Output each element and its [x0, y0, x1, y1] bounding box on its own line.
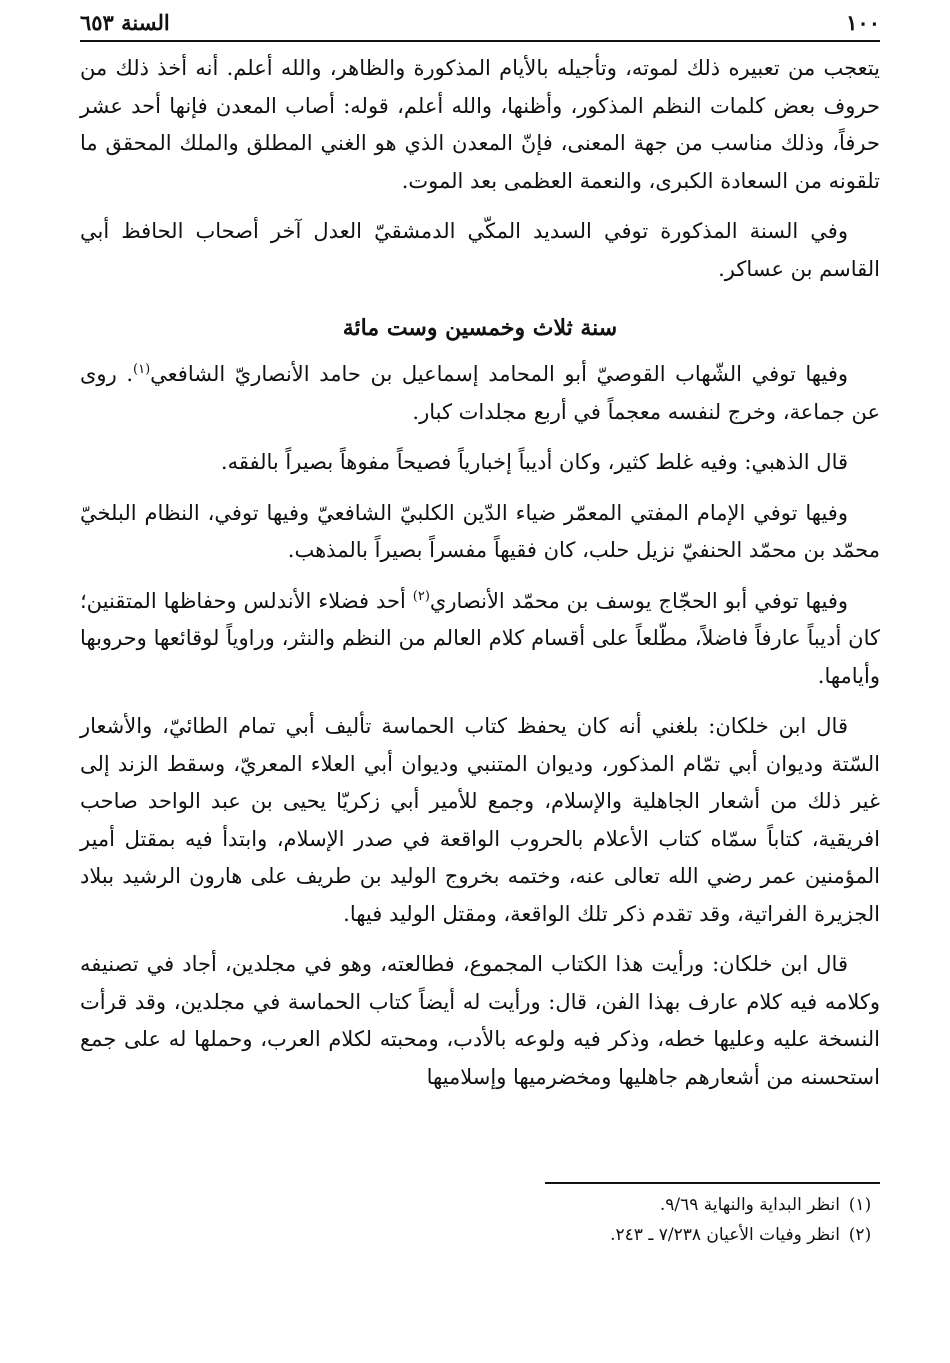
paragraph: قال ابن خلكان: بلغني أنه كان يحفظ كتاب الحماسة تأليف أبي تمام الطائيّ، والأشعار السّتة وديوان أبي تمّام المذكور، وديوان المتنبي وديوان أبي العلاء المعريّ، وسقط الزند إلى غير ذلك من أشعار الجاهلية والإسلام، وجمع للأمير أبي زكريّا يحيى بن عبد الواحد صاحب افريقية، كتاباً سمّاه كتاب الأعلام بالحروب الواقعة في صدر الإسلام، وابتدأ فيه بمقتل أمير المؤمنين عمر رضي الله تعالى عنه، وختمه بخروج الوليد بن طريف على هارون الرشيد ببلاد الجزيرة الفراتية، وقد تقدم ذكر تلك الواقعة، ومقتل الوليد فيها.: [80, 714, 880, 926]
book-page: [80, 0, 880, 1363]
paragraph: وفيها توفي الإمام المفتي المعمّر ضياء الدّين الكلبيّ الشافعيّ وفيها توفي، النظام البلخيّ محمّد بن محمّد الحنفيّ نزيل حلب، كان فقيهاً مفسراً بصيراً بالمذهب.: [80, 500, 880, 562]
page-number: ١٠٠: [846, 9, 880, 35]
running-title: السنة ٦٥٣: [80, 9, 170, 35]
section-title: سنة ثلاث وخمسين وست مائة: [342, 315, 618, 341]
footnote-text: انظر وفيات الأعيان ٧/٢٣٨ ـ ٢٤٣.: [610, 1225, 840, 1245]
paragraph: قال الذهبي: وفيه غلط كثير، وكان أديباً إخبارياً فصيحاً مفوهاً بصيراً بالفقه.: [220, 450, 848, 474]
paragraph: وفيها توفي الشّهاب القوصيّ أبو المحامد إسماعيل بن حامد الأنصاريّ الشافعي$^{(١)}$. روى عن جماعة، وخرج لنفسه معجماً في أربع مجلدات كبار.: [80, 362, 880, 424]
page-header: [80, 6, 880, 38]
paragraph: وفيها توفي أبو الحجّاج يوسف بن محمّد الأنصاري$^{(٢)}$ أحد فضلاء الأندلس وحفاظها المتقنين؛ كان أديباً عارفاً فاضلاً، مطّلعاً على أقسام كلام العالم من النظم والنثر، وراوياً لوقائعها وحروبها وأيامها.: [80, 588, 880, 688]
footnote-ref: (١): [133, 362, 151, 377]
footnote: [80, 1190, 880, 1220]
footnote-rule: [545, 1182, 880, 1184]
footnote-ref: (٢): [412, 588, 430, 604]
paragraph: قال ابن خلكان: ورأيت هذا الكتاب المجموع، فطالعته، وهو في مجلدين، أجاد في تصنيفه وكلامه فيه كلام عارف بهذا الفن، قال: ورأيت له أيضاً كتاب الحماسة في مجلدين، وقد قرأت النسخة عليه وعليها خطه، وذكر فيه ولوعه بالأدب، ومحبته لكلام العرب، وحملها له على جمع استحسنه من أشعارهم جاهليها ومخضرميها وإسلاميها: [80, 952, 880, 1089]
footnote-text: انظر البداية والنهاية ٩/٦٩.: [659, 1195, 840, 1215]
header-rule: [80, 40, 880, 42]
page-body: [80, 50, 880, 1109]
footnotes: [80, 1190, 880, 1250]
paragraph-continued: يتعجب من تعبيره ذلك لموته، وتأجيله بالأيام المذكورة والظاهر، والله أعلم. أنه أخذ ذلك من حروف بعض كلمات النظم المذكور، وأظنها، والله أعلم، قوله: أصاب المعدن فإنها أحد عشر حرفاً، وذلك مناسب من جهة المعنى، فإنّ المعدن الذي هو الغني المطلق والملك المحقق ما تلقونه من السعادة الكبرى، والنعمة العظمى بعد الموت.: [80, 56, 880, 193]
paragraph: وفي السنة المذكورة توفي السديد المكّي الدمشقيّ العدل آخر أصحاب الحافظ أبي القاسم بن عساكر.: [80, 219, 880, 281]
footnote-number: (٢): [848, 1225, 872, 1245]
footnote-number: (١): [848, 1195, 872, 1215]
footnote: [80, 1220, 880, 1250]
